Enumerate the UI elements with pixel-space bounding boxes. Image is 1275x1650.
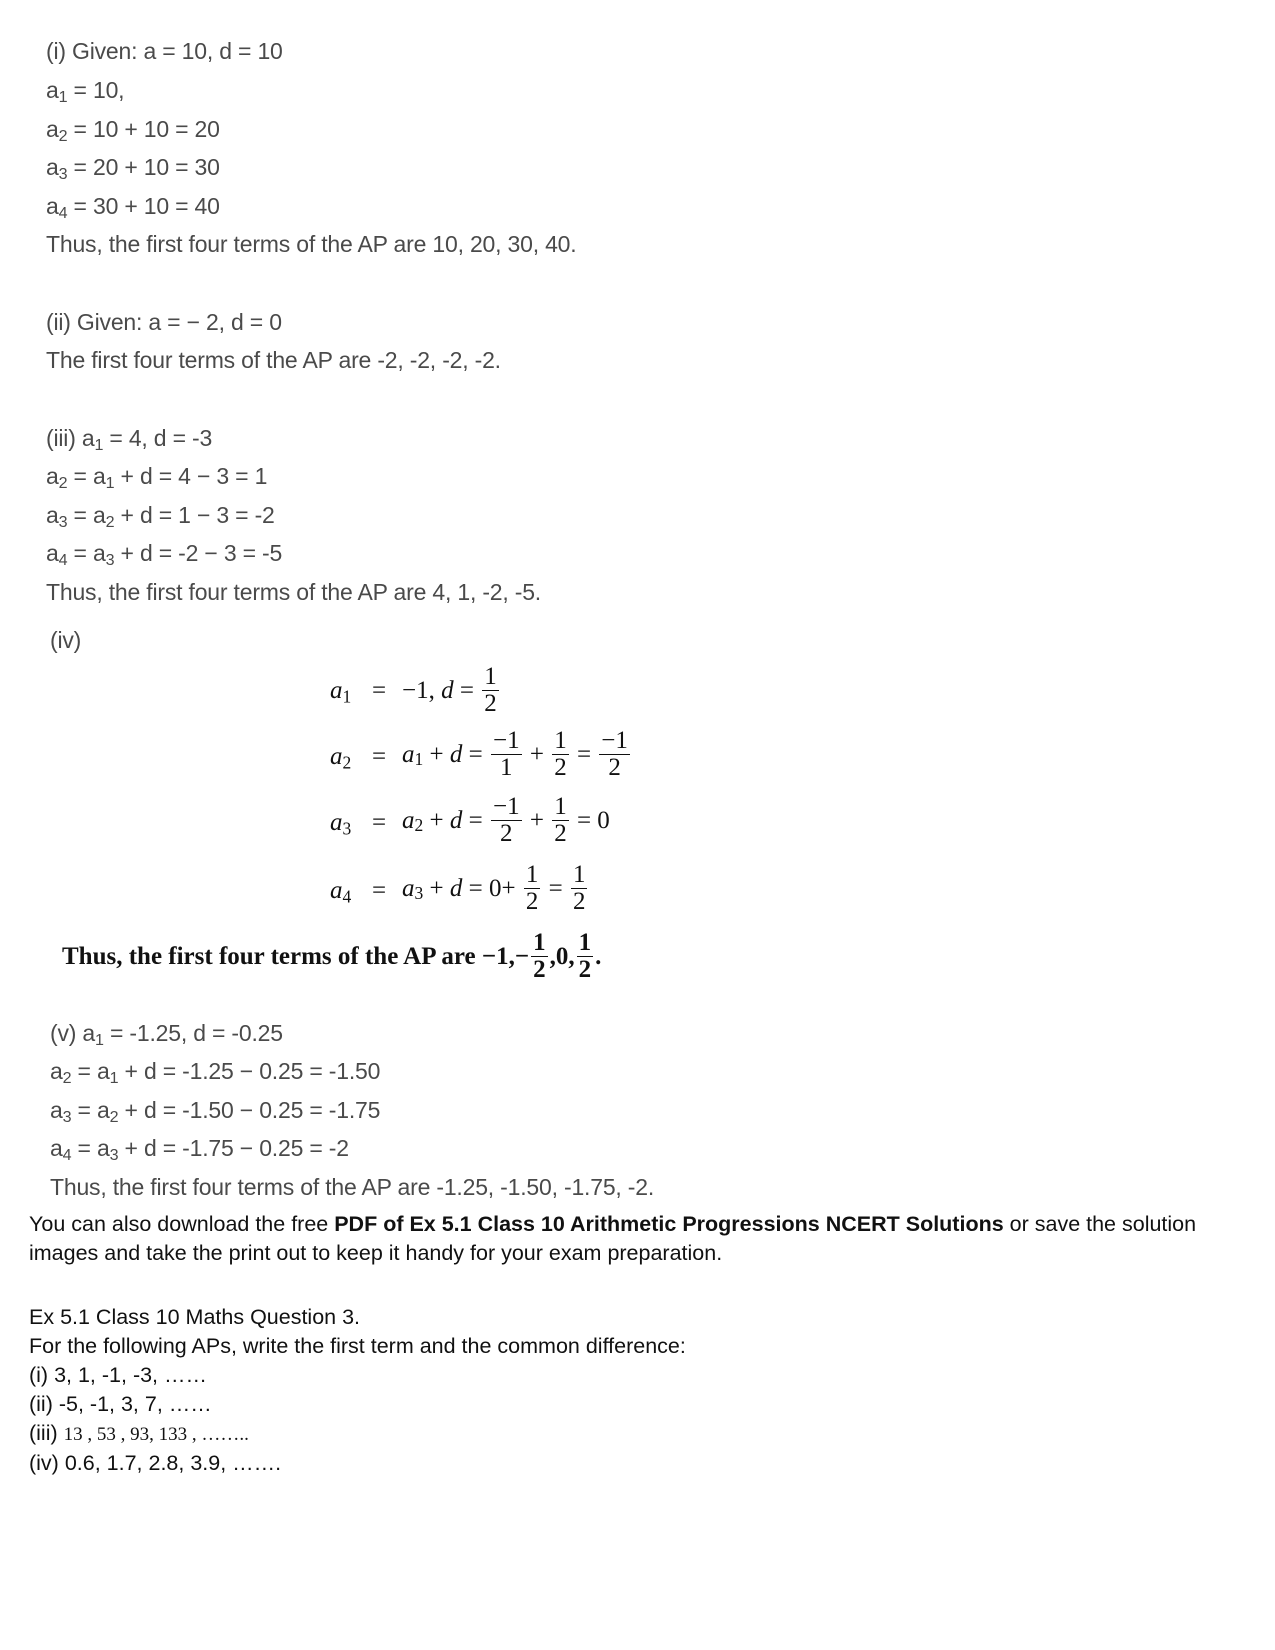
fraction: $\frac{1}{2}$ [572, 861, 586, 916]
question-3-item-2: (ii) -5, -1, 3, 7, …… [29, 1392, 212, 1416]
part-ii-heading: (ii) Given: a = − 2, d = 0 [46, 309, 282, 335]
part-i-line-1: $a_1 = 10$, [46, 77, 125, 107]
part-i-line-4: $a_4 = 30 + 10 = 40$ [46, 193, 220, 223]
part-i-line-3: $a_3 = 20 + 10 = 30$ [46, 154, 220, 184]
part-iii-line-4: $a_4 = a_3 + d = -2 - 3 = -5$ [46, 540, 283, 570]
fraction: $\frac{1}{2}$ [554, 727, 567, 782]
part-i-heading: (i) Given: a = 10, d = 10 [46, 38, 283, 64]
part-v-line-2: $a_2 = a_1 + d = -1.25 - 0.25 = -1.50$ [50, 1058, 381, 1088]
part-iii-line-2: $a_2 = a_1 + d = 4 - 3 = 1$ [46, 463, 268, 493]
part-iii-conclusion: Thus, the first four terms of the AP are 4, 1, -2, -5. [46, 579, 541, 605]
part-iv-row-1: $a_1$ = −1, d = $\frac{1}{2}$ [330, 663, 497, 718]
download-note: You can also download the free PDF of Ex 5.1 Class 10 Arithmetic Progressions NCERT Solutions or save the solution images and take the print out to keep it handy for your exam preparation. [29, 1212, 1197, 1265]
part-v-line-3: $a_3 = a_2 + d = -1.50 - 0.25 = -1.75$ [50, 1097, 381, 1127]
question-3-title: Ex 5.1 Class 10 Maths Question 3. [29, 1305, 361, 1329]
fraction: $\frac{1}{2}$ [533, 929, 546, 984]
part-i-conclusion: Thus, the first four terms of the AP are 10, 20, 30, 40. [46, 231, 577, 257]
part-iii-line-3: $a_3 = a_2 + d = 1 - 3 = -2$ [46, 502, 275, 532]
part-v-heading: (v) $a_1 = -1.25$, d = -0.25 [50, 1020, 283, 1050]
part-iv-row-3: $a_3$ = $a_2 + d$ = $\frac{-1}{2}$ + $\frac{1}{2}$ = 0 [330, 793, 610, 848]
question-3-prompt: For the following APs, write the first term and the common difference: [29, 1334, 686, 1358]
part-ii-conclusion: The first four terms of the AP are -2, -2, -2, -2. [46, 347, 501, 373]
part-iii-heading: (iii) $a_1 = 4$, d = -3 [46, 425, 213, 455]
fraction: $\frac{-1}{2}$ [492, 793, 520, 848]
fraction: $\frac{-1}{1}$ [492, 727, 520, 782]
part-iv-heading: (iv) [50, 627, 82, 653]
fraction: $\frac{-1}{2}$ [601, 727, 628, 782]
fraction: $\frac{1}{2}$ [554, 793, 567, 848]
part-v-line-4: $a_4 = a_3 + d = -1.75 - 0.25 = -2$ [50, 1135, 349, 1165]
part-iv-conclusion: Thus, the first four terms of the AP are −1,− $\frac{1}{2}$ ,0, $\frac{1}{2}$ . [62, 929, 602, 984]
part-i-line-2: $a_2 = 10 + 10 = 20$ [46, 116, 220, 146]
part-iv-equations [330, 664, 660, 924]
fraction: $\frac{1}{2}$ [525, 861, 539, 916]
pdf-link[interactable]: PDF of Ex 5.1 Class 10 Arithmetic Progressions NCERT Solutions [334, 1212, 1004, 1236]
question-3-item-3: (iii) 13 , 53 , 93, 133 , …….. [29, 1421, 249, 1445]
question-3-item-1: (i) 3, 1, -1, -3, …… [29, 1363, 208, 1387]
question-3-item-4: (iv) 0.6, 1.7, 2.8, 3.9, ……. [29, 1451, 282, 1475]
fraction: $\frac{1}{2}$ [578, 929, 592, 984]
question-3 [29, 1303, 1219, 1478]
part-v-conclusion: Thus, the first four terms of the AP are -1.25, -1.50, -1.75, -2. [50, 1174, 655, 1200]
fraction: $\frac{1}{2}$ [484, 663, 497, 718]
part-iv-row-4: $a_4$ = $a_3 + d = 0+$ $\frac{1}{2}$ = $\frac{1}{2}$ [330, 861, 586, 916]
part-iv-row-2: $a_2$ = $a_1 + d$ = $\frac{-1}{1}$ + $\frac{1}{2}$ = $\frac{-1}{2}$ [330, 727, 628, 782]
